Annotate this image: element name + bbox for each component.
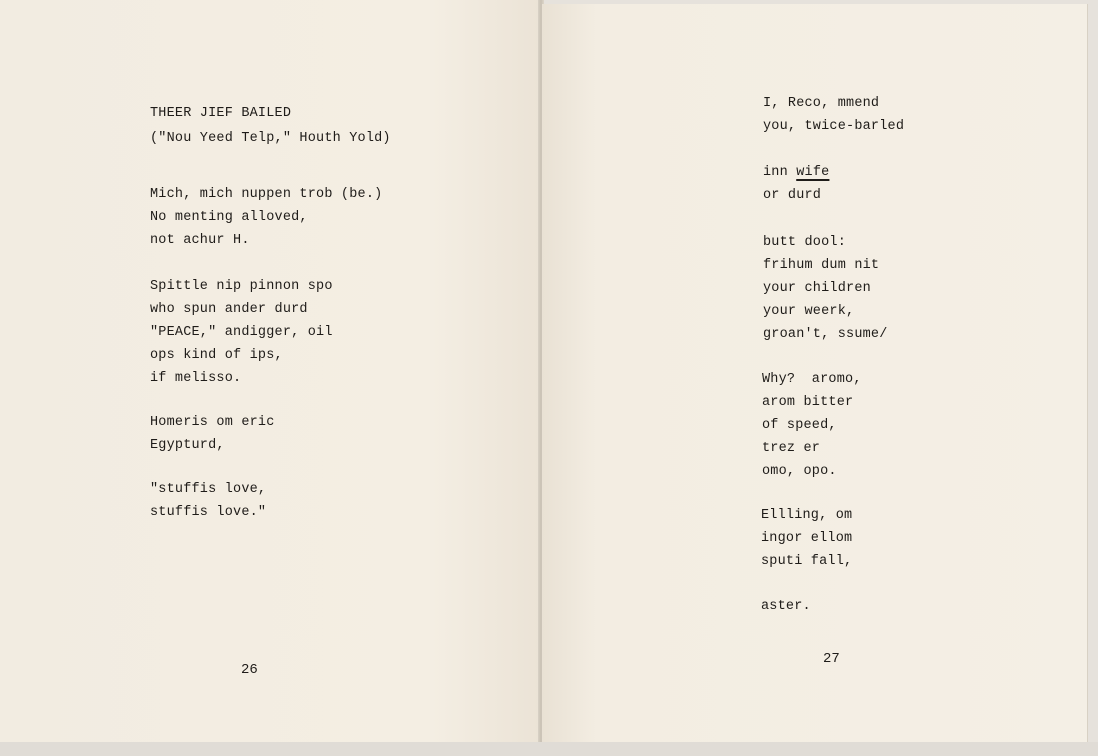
right-stanza-1: I, Reco, mmend you, twice-barled [763, 96, 905, 134]
left-stanza-4: "stuffis love, stuffis love." [150, 482, 267, 520]
underlined-word: wife [796, 165, 830, 180]
stanza-2-prefix: inn [763, 165, 797, 180]
right-stanza-2 [763, 161, 829, 207]
left-stanza-2: Spittle nip pinnon spo who spun ander durd "PEACE," andigger, oil ops kind of ips, if melisso. [150, 279, 333, 386]
left-stanza-3: Homeris om eric Egypturd, [150, 415, 275, 453]
stanza-2-line-2: or durd [763, 188, 822, 203]
right-stanza-4: Why? aromo, arom bitter of speed, trez er omo, opo. [762, 372, 862, 479]
scan-background [0, 742, 1098, 756]
right-page-number: 27 [823, 651, 840, 667]
right-stanza-5: Ellling, om ingor ellom sputi fall, [761, 508, 853, 569]
left-page-number: 26 [241, 662, 258, 678]
left-stanza-1: Mich, mich nuppen trob (be.) No menting alloved, not achur H. [150, 187, 383, 248]
right-stanza-3: butt dool: frihum dum nit your children your weerk, groan't, ssume/ [763, 235, 888, 342]
poem-subtitle: ("Nou Yeed Telp," Houth Yold) [150, 131, 391, 146]
show-through-text [215, 100, 293, 284]
left-page [0, 0, 540, 744]
right-stanza-6: aster. [761, 599, 811, 614]
poem-title: THEER JIEF BAILED [150, 106, 292, 121]
right-page [542, 4, 1087, 742]
